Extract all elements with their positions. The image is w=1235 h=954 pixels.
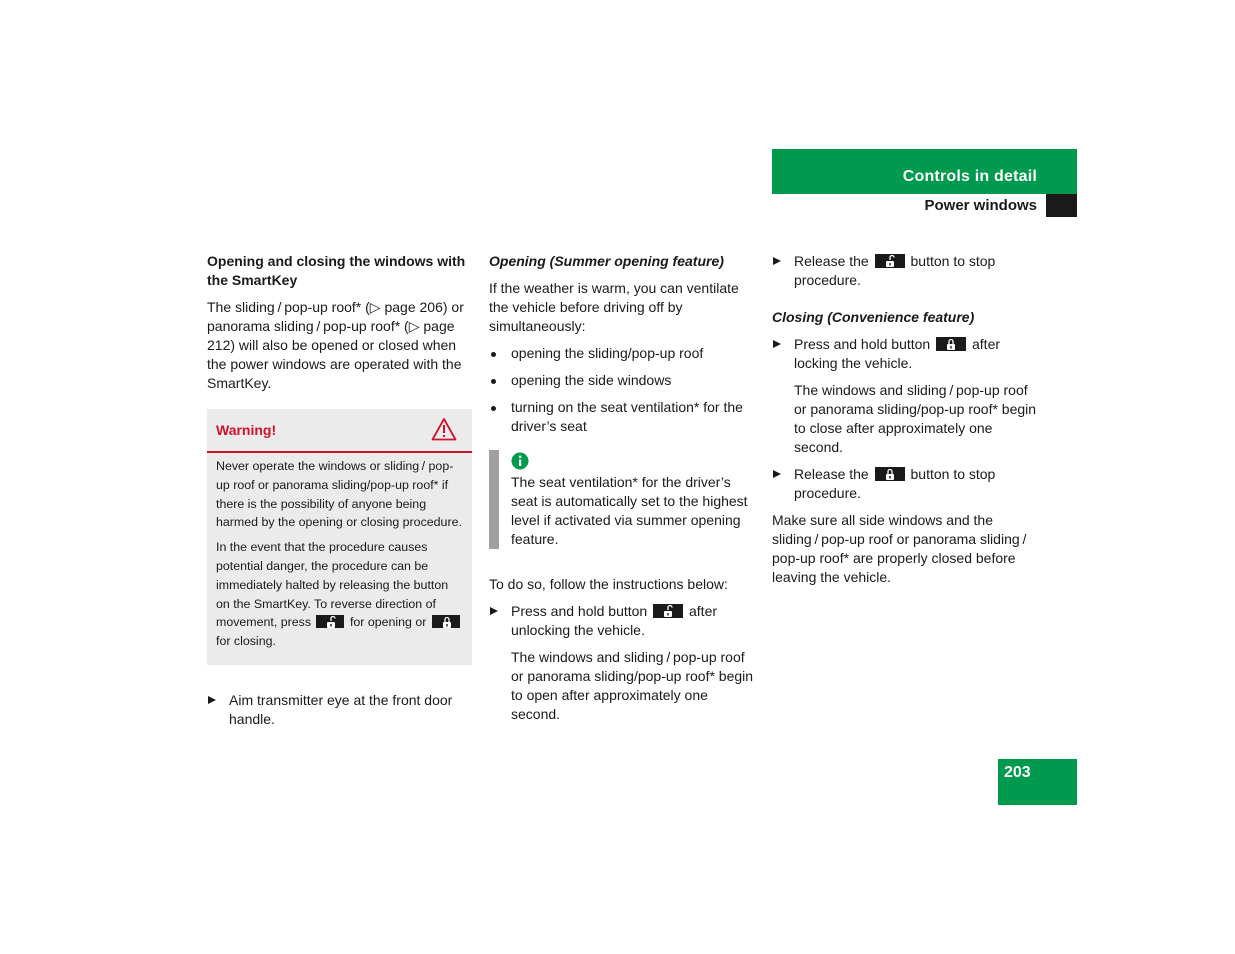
- info-box: [489, 450, 754, 549]
- bullet-icon: [491, 379, 496, 384]
- col3-step-1: [772, 335, 1040, 373]
- col2-step-1-result: The windows and sliding / pop-up roof or panorama sliding/pop-up roof* begin to open after approximately one second.: [511, 649, 754, 722]
- page-number-box: [998, 759, 1077, 805]
- bullet-icon: [491, 406, 496, 411]
- unlock-button-icon: [316, 615, 344, 628]
- section-title: Controls in detail: [902, 168, 1037, 185]
- step-arrow-icon: [773, 340, 781, 348]
- warning-title: Warning!: [216, 422, 277, 438]
- unlock-button-icon: [653, 604, 683, 618]
- col1-step-1-text: Aim transmitter eye at the front door handle.: [229, 691, 453, 727]
- col2-heading: Opening (Summer opening feature): [489, 253, 724, 269]
- step-arrow-icon: [208, 696, 216, 704]
- column-1: [207, 252, 472, 737]
- step-arrow-icon: [773, 257, 781, 265]
- column-2: [489, 252, 754, 732]
- lock-button-icon: [875, 467, 905, 481]
- col1-heading: Opening and closing the windows with the SmartKey: [207, 253, 466, 288]
- warning-text-a: In the event that the procedure causes potential danger, the procedure can be immediately halted by releasing the button on the SmartKey. To reverse direction of movement, press: [216, 540, 449, 630]
- col3-step-2: [772, 465, 1040, 503]
- warning-paragraph-2: [216, 538, 463, 651]
- col2-step-1-text-b: after unlocking the vehicle.: [511, 603, 718, 638]
- col2-intro: If the weather is warm, you can ventilate the vehicle before driving off by simultaneously:: [489, 280, 739, 334]
- col3-closing-note: Make sure all side windows and the sliding / pop-up roof or panorama sliding / pop-up roof* are properly closed before leaving the vehicle.: [772, 512, 1030, 585]
- col3-step-0: [772, 252, 1040, 290]
- step-arrow-icon: [490, 607, 498, 615]
- col2-step-1-text-a: Press and hold button: [511, 603, 648, 619]
- col1-step-1: [207, 691, 472, 729]
- lock-button-icon: [432, 615, 460, 628]
- col3-step-0-text-b: button to stop procedure.: [794, 253, 996, 288]
- col3-step-1-text-a: Press and hold button: [794, 336, 931, 352]
- col1-intro: The sliding / pop-up roof* (▷ page 206) or panorama sliding / pop-up roof* (▷ page 212) will also be opened or closed when the power windows are operated with the SmartKey.: [207, 299, 464, 391]
- unlock-button-icon: [875, 254, 905, 268]
- warning-triangle-icon: [431, 417, 457, 441]
- col3-step-1-result: The windows and sliding / pop-up roof or panorama sliding/pop-up roof* begin to close after approximately one second.: [794, 382, 1037, 455]
- page-number: 203: [1004, 764, 1031, 781]
- warning-text-c: for closing.: [216, 634, 276, 649]
- warning-box: [207, 409, 472, 665]
- bullet-icon: [491, 352, 496, 357]
- warning-header: [207, 409, 472, 453]
- col3-heading: Closing (Convenience feature): [772, 309, 975, 325]
- header-marker: [1046, 194, 1077, 217]
- col3-step-2-text-a: Release the: [794, 466, 869, 482]
- list-item: turning on the seat ventilation* for the driver’s seat: [489, 398, 754, 436]
- list-item: opening the sliding/pop-up roof: [489, 344, 754, 363]
- column-3: [772, 252, 1040, 595]
- col3-step-0-text-a: Release the: [794, 253, 869, 269]
- list-item: opening the side windows: [489, 371, 754, 390]
- header-bar: [772, 149, 1077, 194]
- subsection-title: Power windows: [924, 197, 1037, 214]
- warning-paragraph-1: Never operate the windows or sliding / pop-up roof or panorama sliding/pop-up roof* if there is the possibility of anyone being harmed by the opening or closing procedure.: [216, 459, 462, 530]
- step-arrow-icon: [773, 470, 781, 478]
- info-text: The seat ventilation* for the driver’s seat is automatically set to the highest level if activated via summer opening feature.: [511, 474, 748, 547]
- col3-step-2-text-b: button to stop procedure.: [794, 466, 996, 501]
- warning-text-b: for opening or: [349, 615, 427, 630]
- warning-body: [207, 453, 472, 651]
- lock-button-icon: [936, 337, 966, 351]
- info-icon: [511, 452, 529, 470]
- col2-instructions: To do so, follow the instructions below:: [489, 576, 728, 592]
- col3-step-1-text-b: after locking the vehicle.: [794, 336, 1001, 371]
- col2-step-1: [489, 602, 754, 640]
